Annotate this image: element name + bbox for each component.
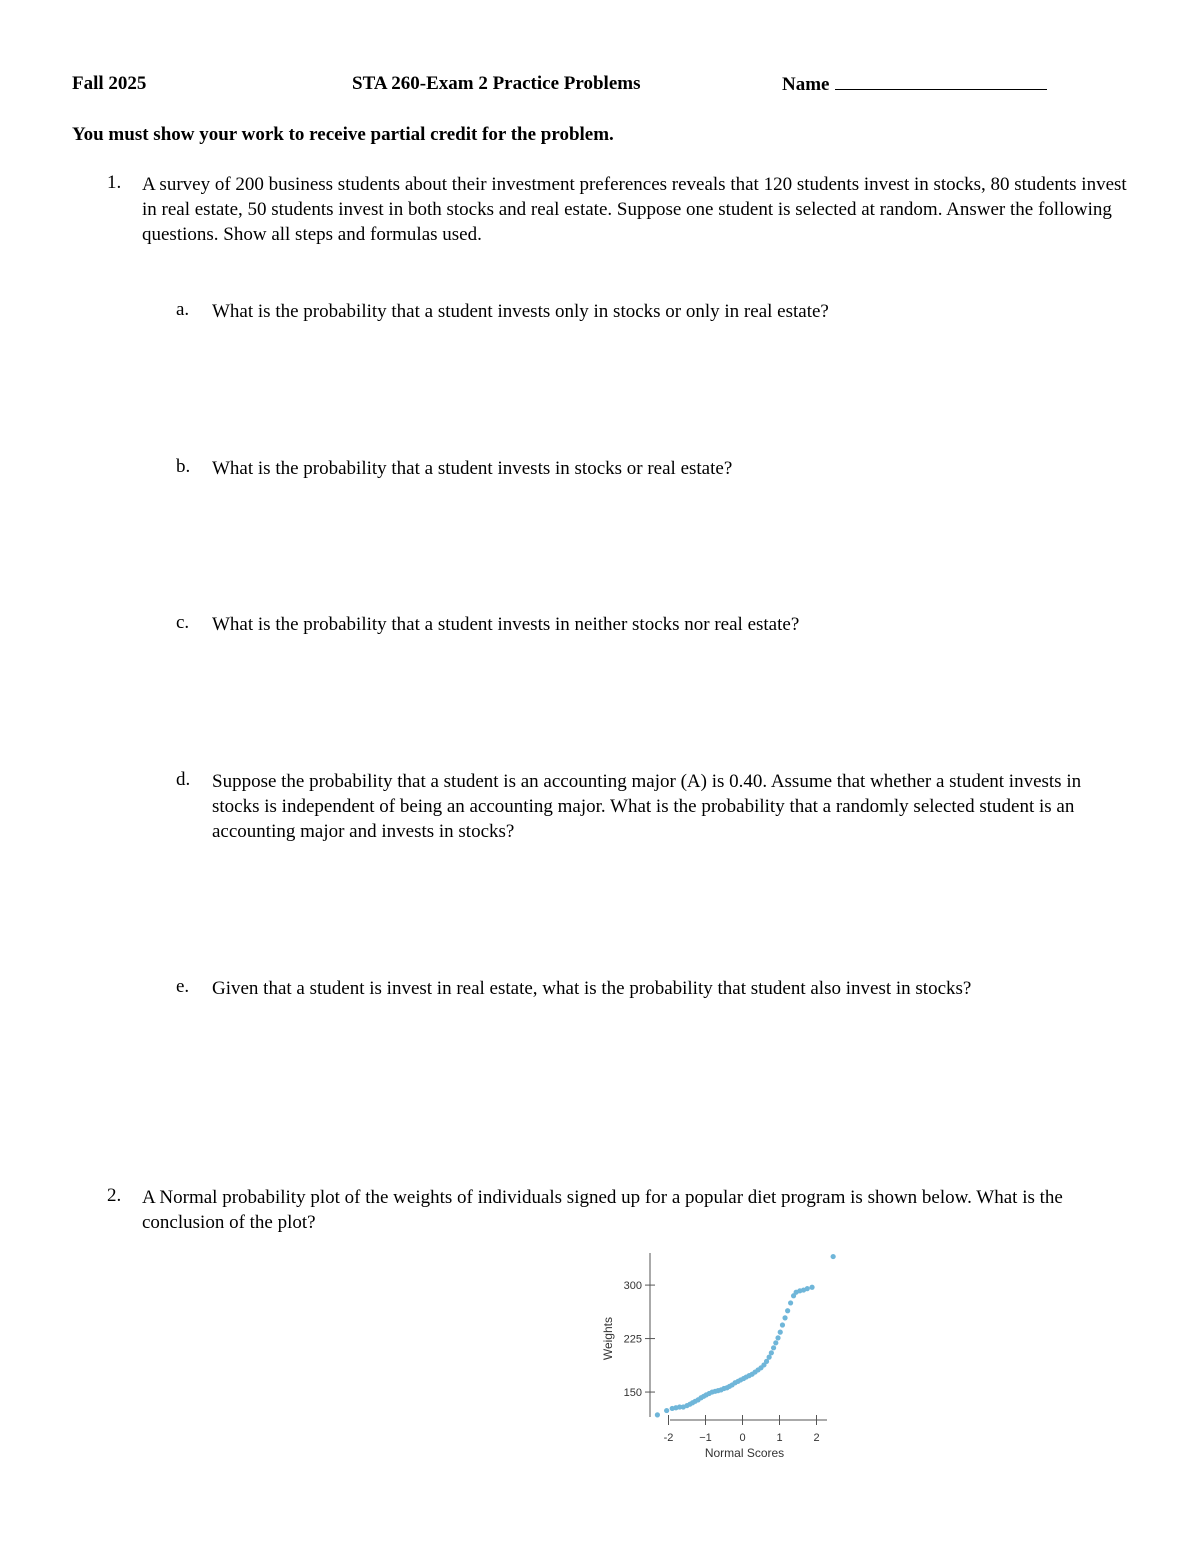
data-point xyxy=(788,1300,793,1305)
plot-points xyxy=(655,1254,836,1417)
question-2-text: A Normal probability plot of the weights of individuals signed up for a popular diet program is shown below. What is the conclusion of the plot? xyxy=(142,1187,1063,1233)
question-1-number: 1. xyxy=(107,172,122,193)
data-point xyxy=(805,1286,810,1291)
q1-part-a-text: What is the probability that a student invests only in stocks or only in real estate? xyxy=(212,301,829,322)
q1-part-a-label: a. xyxy=(176,299,190,320)
q1-part-b-text: What is the probability that a student invests in stocks or real estate? xyxy=(212,458,733,479)
x-tick-label: 1 xyxy=(776,1432,783,1444)
y-axis-label: Weights xyxy=(601,1316,615,1361)
header-term: Fall 2025 xyxy=(72,73,147,94)
question-1-text: A survey of 200 business students about their investment preferences reveals that 120 students invest in stocks, 80 students invest in real estate, 50 students invest in both stocks and real estate. Suppose one student is selected at random. Answer the following questions. Show all steps and formulas used. xyxy=(142,174,1127,245)
plot-axes xyxy=(645,1253,827,1425)
data-point xyxy=(809,1285,814,1290)
plot-labels xyxy=(601,1280,820,1460)
name-label: Name xyxy=(782,74,830,95)
q1-part-d-label: d. xyxy=(176,769,191,790)
data-point xyxy=(775,1335,780,1340)
data-point xyxy=(773,1340,778,1345)
name-blank-line xyxy=(835,73,1047,90)
data-point xyxy=(831,1254,836,1259)
x-tick-label: −1 xyxy=(699,1432,712,1444)
q1-part-b-label: b. xyxy=(176,456,191,477)
x-tick-label: -2 xyxy=(663,1432,674,1444)
header-title: STA 260-Exam 2 Practice Problems xyxy=(352,73,641,94)
y-tick-label: 150 xyxy=(623,1387,642,1400)
q1-part-e-text: Given that a student is invest in real estate, what is the probability that student also invest in stocks? xyxy=(212,978,972,999)
q1-part-c-label: c. xyxy=(176,612,190,633)
x-tick-label: 0 xyxy=(739,1432,746,1444)
data-point xyxy=(785,1308,790,1313)
q1-part-c-text: What is the probability that a student invests in neither stocks nor real estate? xyxy=(212,614,800,635)
data-point xyxy=(664,1408,669,1413)
y-tick-label: 300 xyxy=(623,1280,642,1293)
normal-probability-plot xyxy=(590,1245,850,1475)
instruction-text: You must show your work to receive partial credit for the problem. xyxy=(72,124,614,145)
data-point xyxy=(769,1350,774,1355)
q1-part-e-label: e. xyxy=(176,976,190,997)
x-axis-label: Normal Scores xyxy=(704,1446,785,1460)
data-point xyxy=(780,1322,785,1327)
x-tick-label: 2 xyxy=(813,1432,820,1444)
question-2-number: 2. xyxy=(107,1185,122,1206)
name-field xyxy=(782,73,1047,96)
data-point xyxy=(771,1345,776,1350)
data-point xyxy=(782,1315,787,1320)
q1-part-d-text: Suppose the probability that a student is an accounting major (A) is 0.40. Assume that whether a student invests in stocks is independent of being an accounting major. What is the probability that a randomly selected student is an accounting major and invests in stocks? xyxy=(212,771,1082,842)
y-tick-label: 225 xyxy=(623,1333,642,1346)
data-point xyxy=(778,1330,783,1335)
data-point xyxy=(655,1412,660,1417)
